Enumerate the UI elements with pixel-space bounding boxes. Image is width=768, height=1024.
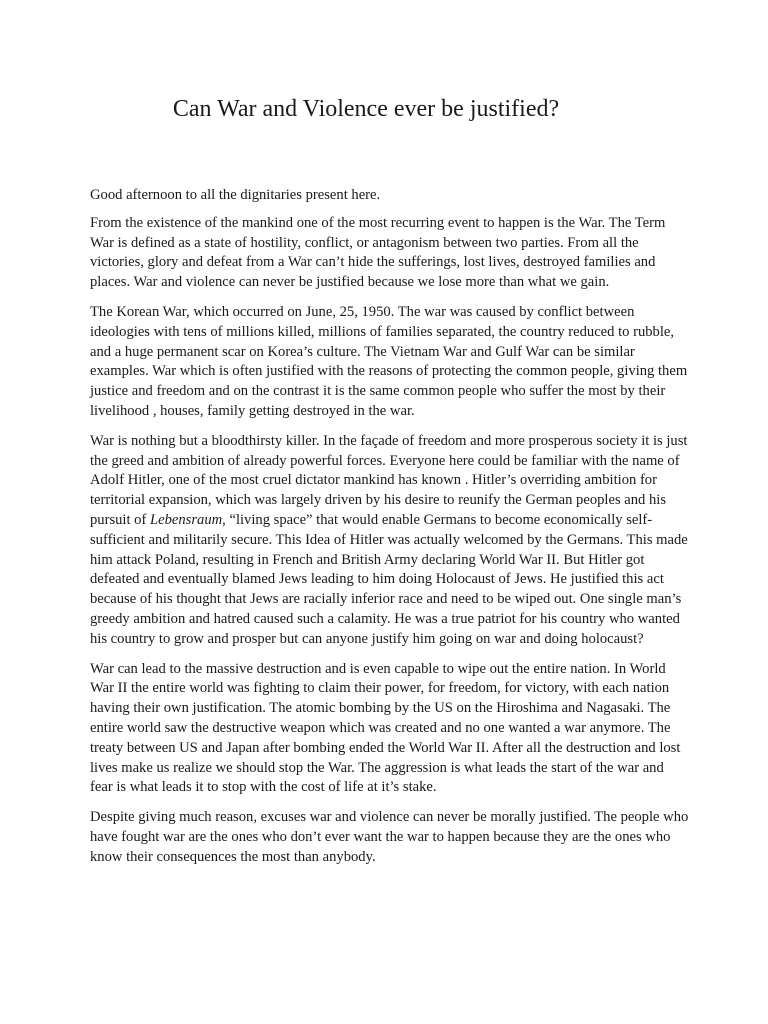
lebensraum-italic: Lebensraum: [150, 511, 223, 528]
document-body: [90, 186, 690, 878]
paragraph-conclusion: Despite giving much reason, excuses war and violence can never be morally justified. The people who have fought war are the ones who don’t ever want the war to happen because they are the ones who know their consequences the most than anybody.: [90, 809, 689, 865]
paragraph-hitler: [90, 432, 690, 650]
document-title: Can War and Violence ever be justified?: [172, 96, 560, 122]
greeting-paragraph: Good afternoon to all the dignitaries present here.: [90, 187, 381, 203]
paragraph-korean-war: The Korean War, which occurred on June, 25, 1950. The war was caused by conflict between ideologies with tens of millions killed, millions of families separated, the country reduced to rubble, and a huge permanent scar on Korea’s culture. The Vietnam War and Gulf War can be similar examples. War which is often justified with the reasons of protecting the common people, giving them justice and freedom and on the contrast it is the same common people who suffer the most by their livelihood , houses, family getting destroyed in the war.: [90, 303, 688, 419]
paragraph-world-war-two: War can lead to the massive destruction and is even capable to wipe out the entire nation. In World War II the entire world was fighting to claim their power, for freedom, for victory, with each nation having their own justification. The atomic bombing by the US on the Hiroshima and Nagasaki. The entire world saw the destructive weapon which was created and no one wanted a war anymore. The treaty between US and Japan after bombing ended the World War II. After all the destruction and lost lives make us realize we should stop the War. The aggression is what leads the start of the war and fear is what leads it to stop with the cost of life at it’s stake.: [90, 660, 681, 796]
paragraph-hitler-part-2: , “living space” that would enable Germans to become economically self-sufficient and militarily secure. This Idea of Hitler was actually welcomed by the Germans. This made him attack Poland, resulting in French and British Army declaring World War II. But Hitler got defeated and eventually blamed Jews leading to him doing Holocaust of Jews. He justified this act because of his thought that Jews are racially inferior race and need to be wiped out. One single man’s greedy ambition and hatred caused such a calamity. He was a true patriot for his country who wanted his country to grow and prosper but can anyone justify him going on war and doing holocaust?: [90, 511, 688, 647]
paragraph-hitler-part-1: War is nothing but a bloodthirsty killer. In the façade of freedom and more prosperous society it is just the greed and ambition of already powerful forces. Everyone here could be familiar with the name of Adolf Hitler, one of the most cruel dictator mankind has known . Hitler’s overriding ambition for territorial expansion, which was largely driven by his desire to reunify the German peoples and his pursuit of: [90, 432, 688, 528]
paragraph-definition-of-war: From the existence of the mankind one of the most recurring event to happen is the War. The Term War is defined as a state of hostility, conflict, or antagonism between two parties. From all the victories, glory and defeat from a War can’t hide the sufferings, lost lives, destroyed families and places. War and violence can never be justified because we lose more than what we gain.: [90, 214, 666, 291]
